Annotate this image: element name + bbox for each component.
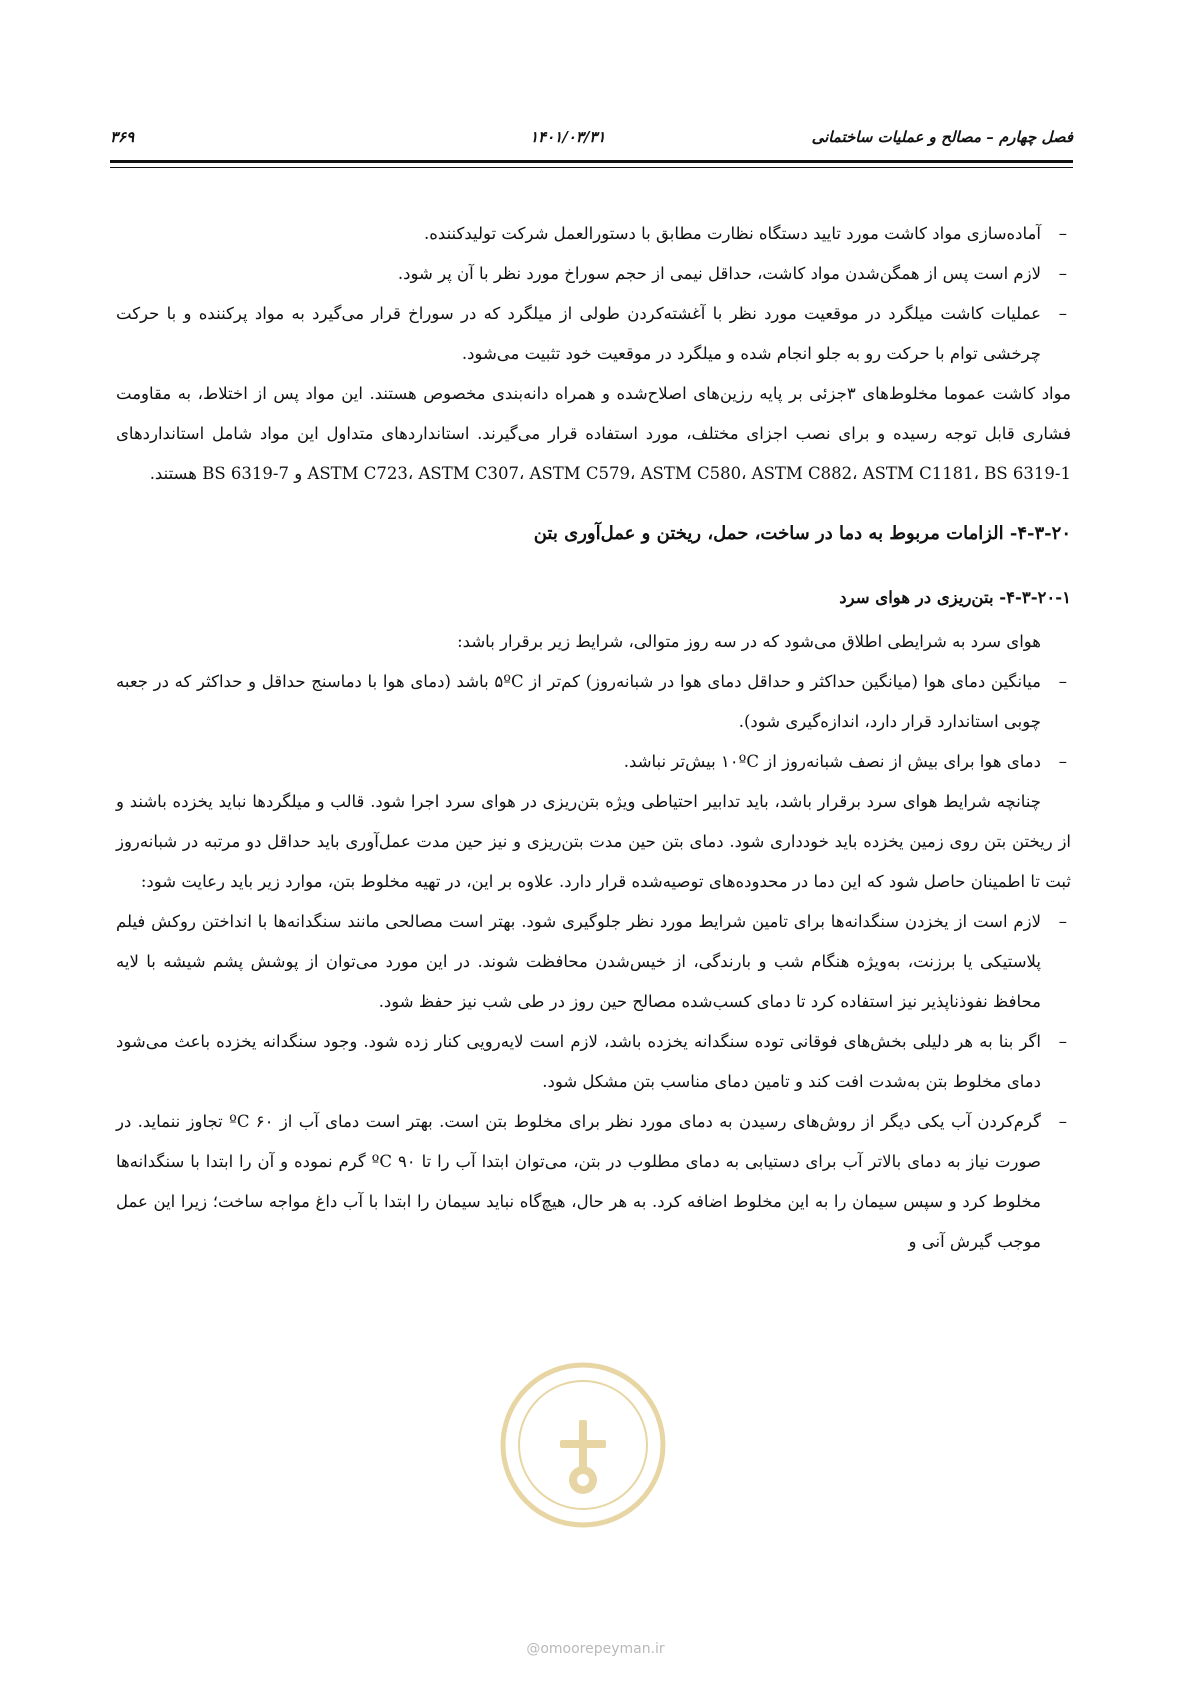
dash-icon: –	[1058, 1032, 1067, 1051]
dash-icon: –	[1058, 1112, 1067, 1131]
page-header	[110, 128, 1073, 154]
list-item: – گرم‌کردن آب یکی دیگر از روش‌های رسیدن به دمای مورد نظر برای مخلوط بتن است. بهتر است دمای آب از ۶۰ ºC تجاوز ننماید. در صورت نیاز به دمای بالاتر آب برای دستیابی به دمای مطلوب در بتن، می‌توان ابتدا آب را تا ۹۰ ºC گرم نموده و آن را ابتدا با سنگدانه‌ها مخلوط کرد و سپس سیمان را به این مخلوط اضافه کرد. به هر حال، هیچ‌گاه نباید سیمان را ابتدا با آب داغ مواجه ساخت؛ زیرا این عمل موجب گیرش آنی و	[116, 1102, 1071, 1262]
chapter-title: فصل چهارم – مصالح و عملیات ساختمانی	[811, 128, 1073, 146]
dash-icon: –	[1058, 304, 1067, 323]
header-rule-thin	[110, 167, 1073, 168]
dash-icon: –	[1058, 912, 1067, 931]
section-heading: ۴-۳-۲۰- الزامات مربوط به دما در ساخت، حمل، ریختن و عمل‌آوری بتن	[533, 523, 1071, 544]
list-item: – اگر بنا به هر دلیلی بخش‌های فوقانی توده سنگدانه یخزده باشد، لازم است لایه‌رویی کنار زده شود. وجود سنگدانه یخزده باعث می‌شود دمای مخلوط بتن به‌شدت افت کند و تامین دمای مناسب بتن مشکل شود.	[116, 1022, 1071, 1102]
dash-icon: –	[1058, 752, 1067, 771]
list-item: – آماده‌سازی مواد کاشت مورد تایید دستگاه نظارت مطابق با دستورالعمل شرکت تولیدکننده.	[116, 214, 1071, 254]
header-date: ۱۴۰۱/۰۳/۳۱	[530, 128, 606, 146]
dash-icon: –	[1058, 672, 1067, 691]
watermark-seal-icon	[498, 1360, 668, 1530]
list-item: – لازم است از یخزدن سنگدانه‌ها برای تامین شرایط مورد نظر جلوگیری شود. بهتر است مصالحی مانند سنگدانه‌ها با انداختن روکش فیلم پلاستیکی یا برزنت، به‌ویژه هنگام شب و بارندگی، از خیس‌شدن محافظت شوند. در این مورد می‌توان از پوشش پشم شیشه با لایه محافظ نفوذناپذیر نیز استفاده کرد تا دمای کسب‌شده مصالح حین روز در طی شب نیز حفظ شود.	[116, 902, 1071, 1022]
body-text	[116, 214, 1071, 1262]
page-number: ۳۶۹	[110, 128, 135, 146]
subsection-heading: ۴-۳-۲۰-۱- بتن‌ریزی در هوای سرد	[839, 588, 1071, 607]
paragraph: چنانچه شرایط هوای سرد برقرار باشد، باید تدابیر احتیاطی ویژه بتن‌ریزی در هوای سرد اجرا شود. قالب و میلگردها نباید یخزده باشند و از ریختن بتن روی زمین یخزده باید خودداری شود. دمای بتن حین مدت بتن‌ریزی و نیز حین مدت عمل‌آوری باید حداقل دو مرتبه در شبانه‌روز ثبت تا اطمینان حاصل شود که این دما در محدوده‌های توصیه‌شده قرار دارد. علاوه بر این، در تهیه مخلوط بتن، موارد زیر باید رعایت شود:	[116, 792, 1071, 891]
dash-icon: –	[1058, 264, 1067, 283]
footer-watermark-url: @omoorepeyman.ir	[526, 1641, 665, 1657]
dash-icon: –	[1058, 224, 1067, 243]
paragraph: هوای سرد به شرایطی اطلاق می‌شود که در سه روز متوالی، شرایط زیر برقرار باشد:	[457, 632, 1041, 651]
header-rule-thick	[110, 160, 1073, 163]
list-item: – لازم است پس از همگن‌شدن مواد کاشت، حداقل نیمی از حجم سوراخ مورد نظر با آن پر شود.	[116, 254, 1071, 294]
paragraph: مواد کاشت عموما مخلوط‌های ۳جزئی بر پایه رزین‌های اصلاح‌شده و همراه دانه‌بندی مخصوص هستند. این مواد پس از اختلاط، به مقاومت فشاری قابل توجه رسیده و برای نصب اجزای مختلف، مورد استفاده قرار می‌گیرند. استانداردهای متداول این مواد شامل استانداردهای ASTM C723، ASTM C307، ASTM C579، ASTM C580، ASTM C882، ASTM C1181، BS 6319-1 و BS 6319-7 هستند.	[116, 384, 1072, 483]
list-item: – میانگین دمای هوا (میانگین حداکثر و حداقل دمای هوا در شبانه‌روز) کم‌تر از ۵ºC باشد (دمای هوا با دماسنج حداقل و حداکثر که در جعبه چوبی استاندارد قرار دارد، اندازه‌گیری شود).	[116, 662, 1071, 742]
list-item: – دمای هوا برای بیش از نصف شبانه‌روز از ۱۰ºC بیش‌تر نباشد.	[116, 742, 1071, 782]
list-item: – عملیات کاشت میلگرد در موقعیت مورد نظر با آغشته‌کردن طولی از میلگرد که در سوراخ قرار می‌گیرد به مواد پرکننده و با حرکت چرخشی توام با حرکت رو به جلو انجام شده و میلگرد در موقعیت خود تثبیت می‌شود.	[116, 294, 1071, 374]
